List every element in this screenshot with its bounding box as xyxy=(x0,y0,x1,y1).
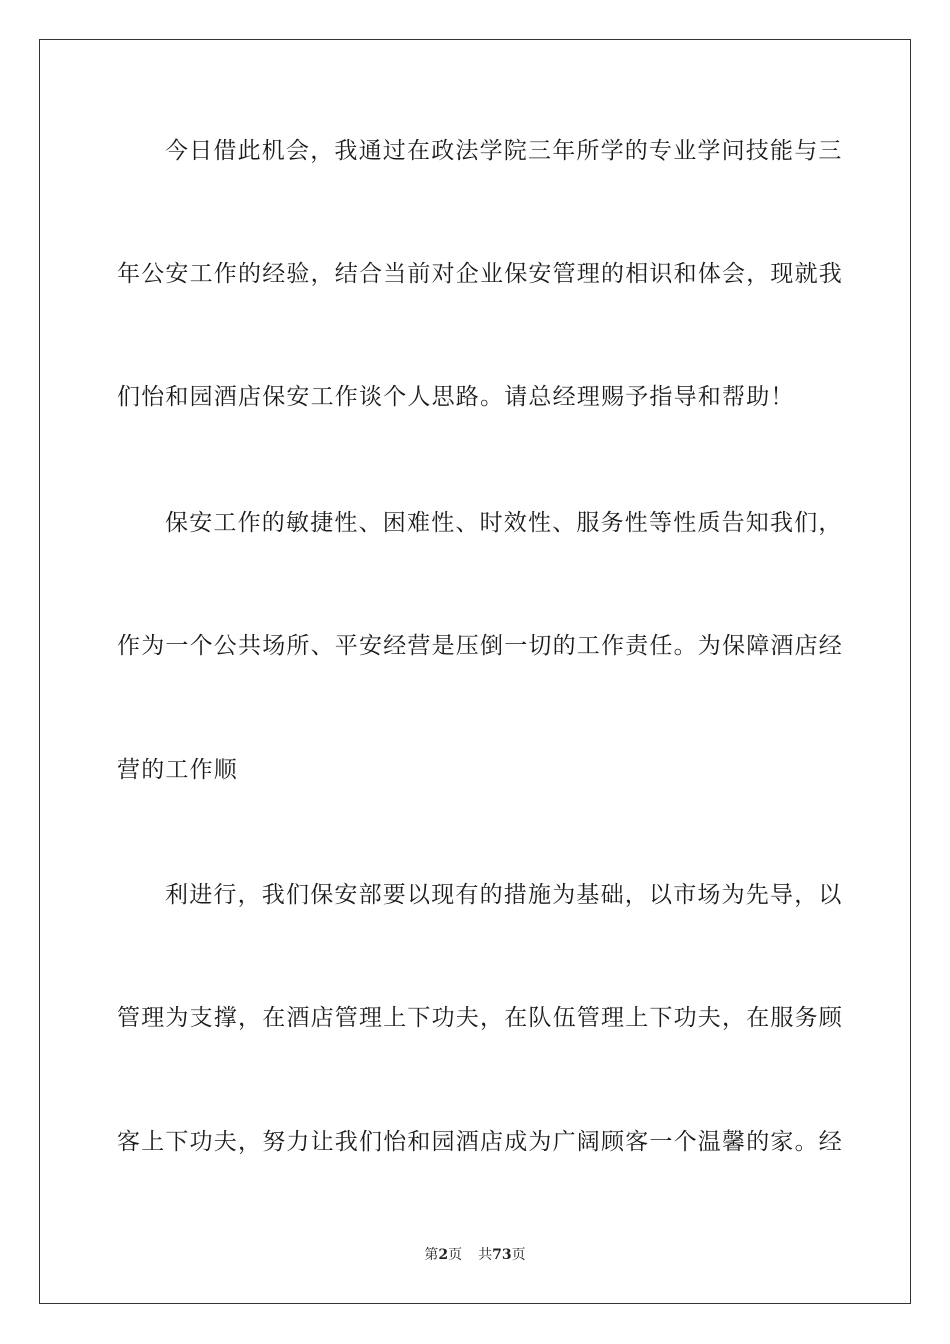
paragraph-3-line-2: 管理为支撑，在酒店管理上下功夫，在队伍管理上下功夫，在服务顾 xyxy=(117,1005,843,1031)
page-border xyxy=(39,39,911,1304)
paragraph-1-line-2: 年公安工作的经验，结合当前对企业保安管理的相识和体会，现就我 xyxy=(117,261,843,287)
paragraph-3-line-1: 利进行，我们保安部要以现有的措施为基础，以市场为先导，以 xyxy=(165,882,843,908)
total-suffix: 页 xyxy=(511,1247,526,1263)
paragraph-3-line-3: 客上下功夫，努力让我们怡和园酒店成为广阔顾客一个温馨的家。经 xyxy=(117,1129,843,1155)
total-pages: 73 xyxy=(492,1247,512,1263)
paragraph-1-line-3: 们怡和园酒店保安工作谈个人思路。请总经理赐予指导和帮助！ xyxy=(117,384,795,410)
page-number: 2 xyxy=(438,1247,449,1263)
paragraph-2-line-3: 营的工作顺 xyxy=(117,757,238,783)
page-prefix: 第 xyxy=(424,1247,439,1263)
page-suffix: 页 xyxy=(448,1247,463,1263)
total-prefix: 共 xyxy=(478,1247,493,1263)
page-footer xyxy=(0,1246,950,1264)
paragraph-2-line-2: 作为一个公共场所、平安经营是压倒一切的工作责任。为保障酒店经 xyxy=(117,633,843,659)
paragraph-2-line-1: 保安工作的敏捷性、困难性、时效性、服务性等性质告知我们， xyxy=(165,510,843,536)
paragraph-1-line-1: 今日借此机会，我通过在政法学院三年所学的专业学问技能与三 xyxy=(165,138,843,164)
